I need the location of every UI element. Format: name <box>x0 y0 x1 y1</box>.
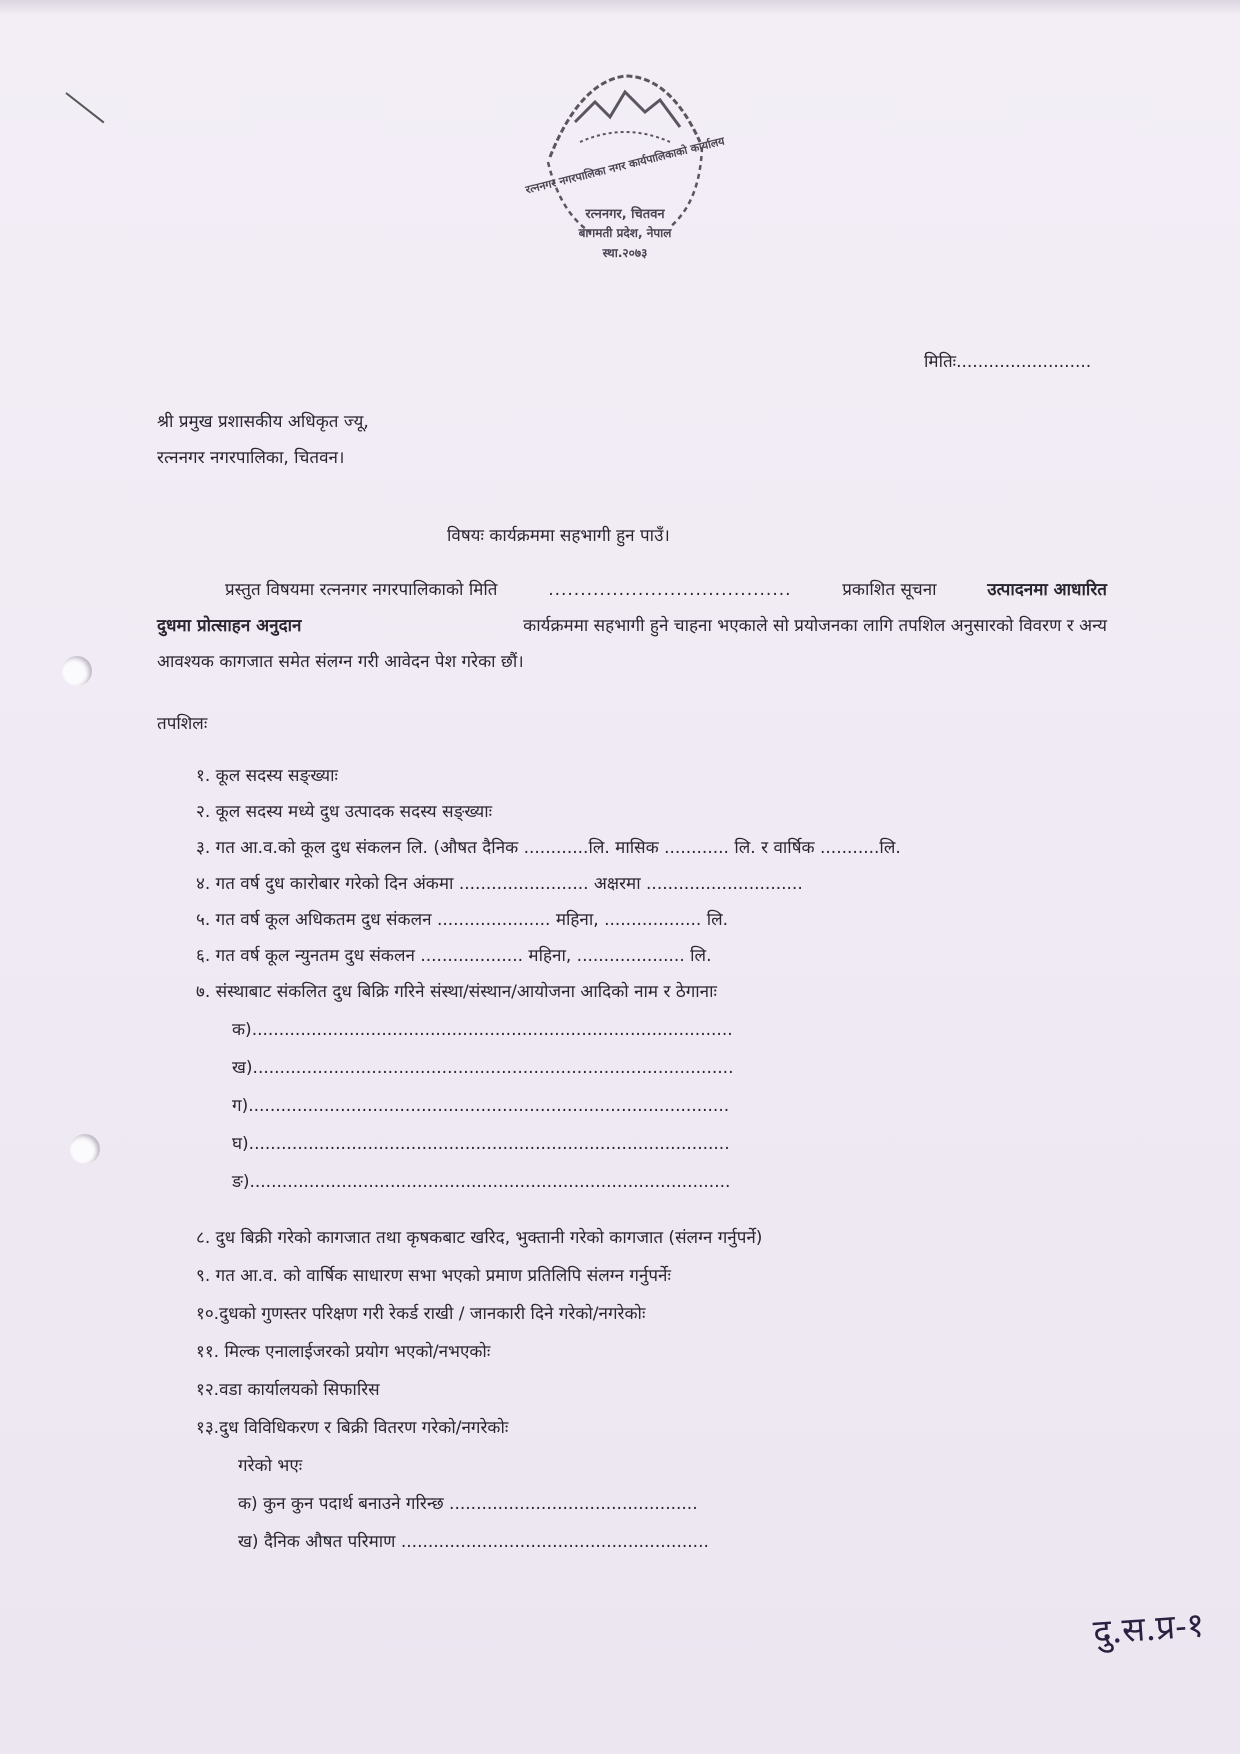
item-4: ४. गत वर्ष दुध कारोबार गरेको दिन अंकमा ........................ अक्षरमा ............................. <box>196 874 803 894</box>
punch-hole-top <box>62 656 92 686</box>
item-8: ८. दुध बिक्री गरेको कागजात तथा कृषकबाट खरिद, भुक्तानी गरेको कागजात (संलग्न गर्नुपर्ने) <box>196 1228 763 1248</box>
item-9: ९. गत आ.व. को वार्षिक साधारण सभा भएको प्रमाण प्रतिलिपि संलग्न गर्नुपर्नेः <box>196 1266 671 1286</box>
item-6: ६. गत वर्ष कूल न्युनतम दुध संकलन ................... महिना, .................... लि. <box>196 946 712 966</box>
item-11: ११. मिल्क एनालाईजरको प्रयोग भएको/नभएकोः <box>196 1342 491 1362</box>
body-paragraph <box>157 572 1107 680</box>
body-line1-dots: ...................................... <box>548 580 792 600</box>
pen-mark <box>65 92 104 123</box>
handwritten-page-code: दु.स.प्र-१ <box>1091 1605 1206 1653</box>
body-line1-mid: प्रकाशित सूचना <box>842 580 937 600</box>
seal-ring-text: रत्ननगर नगरपालिका नगर कार्यपालिकाको कार्यालय <box>524 134 726 197</box>
item-7-sub-c: ग)......................................................................................... <box>232 1096 730 1116</box>
item-7-sub-b: ख)......................................................................................... <box>232 1058 734 1078</box>
item-5: ५. गत वर्ष कूल अधिकतम दुध संकलन ..................... महिना, .................. लि. <box>196 910 729 930</box>
item-10: १०.दुधको गुणस्तर परिक्षण गरी रेकर्ड राखी / जानकारी दिने गरेको/नगरेकोः <box>196 1304 646 1324</box>
seal-line2: बागमती प्रदेश, नेपाल <box>578 226 672 240</box>
punch-hole-bottom <box>70 1134 100 1164</box>
item-7-sub-a: क)......................................................................................... <box>232 1020 733 1040</box>
item-1: १. कूल सदस्य सङ्ख्याः <box>196 766 338 786</box>
body-line1-bold: उत्पादनमा आधारित <box>987 580 1107 600</box>
item-2: २. कूल सदस्य मध्ये दुध उत्पादक सदस्य सङ्ख्याः <box>196 802 493 822</box>
item-13-b: ख) दैनिक औषत परिमाण ......................................................... <box>238 1532 709 1552</box>
body-line3: आवश्यक कागजात समेत संलग्न गरी आवेदन पेश गरेका छौं। <box>157 652 524 672</box>
date-field: मितिः......................... <box>924 352 1092 372</box>
item-13: १३.दुध विविधिकरण र बिक्री वितरण गरेको/नगरेकोः <box>196 1418 509 1438</box>
item-7: ७. संस्थाबाट संकलित दुध बिक्रि गरिने संस्था/संस्थान/आयोजना आदिको नाम र ठेगानाः <box>196 982 717 1002</box>
body-line2-bold: दुधमा प्रोत्साहन अनुदान <box>157 616 302 636</box>
item-12: १२.वडा कार्यालयको सिफारिस <box>196 1380 380 1400</box>
details-heading: तपशिलः <box>157 714 208 734</box>
body-line2-rest: कार्यक्रममा सहभागी हुने चाहना भएकाले सो प्रयोजनका लागि तपशिल अनुसारको विवरण र अन्य <box>523 616 1107 636</box>
item-13-a: क) कुन कुन पदार्थ बनाउने गरिन्छ .............................................. <box>238 1494 698 1514</box>
item-3: ३. गत आ.व.को कूल दुध संकलन लि. (औषत दैनिक ............लि. मासिक ............ लि. र वार्षिक ...........लि. <box>196 838 901 858</box>
item-7-sub-e: ङ)......................................................................................... <box>232 1172 731 1192</box>
item-13-condition: गरेको भएः <box>238 1456 303 1476</box>
addressee-line1: श्री प्रमुख प्रशासकीय अधिकृत ज्यू, <box>157 412 369 432</box>
addressee-line2: रत्ननगर नगरपालिका, चितवन। <box>157 448 345 468</box>
body-line1-start: प्रस्तुत विषयमा रत्ननगर नगरपालिकाको मिति <box>225 580 498 600</box>
seal-line3: स्था.२०७३ <box>602 246 648 260</box>
item-7-sub-d: घ)......................................................................................... <box>232 1134 730 1154</box>
scan-edge-shadow <box>0 0 1240 14</box>
seal-line1: रत्ननगर, चितवन <box>585 207 665 222</box>
subject-line: विषयः कार्यक्रममा सहभागी हुन पाउँ। <box>447 526 670 546</box>
municipality-seal <box>520 62 730 292</box>
